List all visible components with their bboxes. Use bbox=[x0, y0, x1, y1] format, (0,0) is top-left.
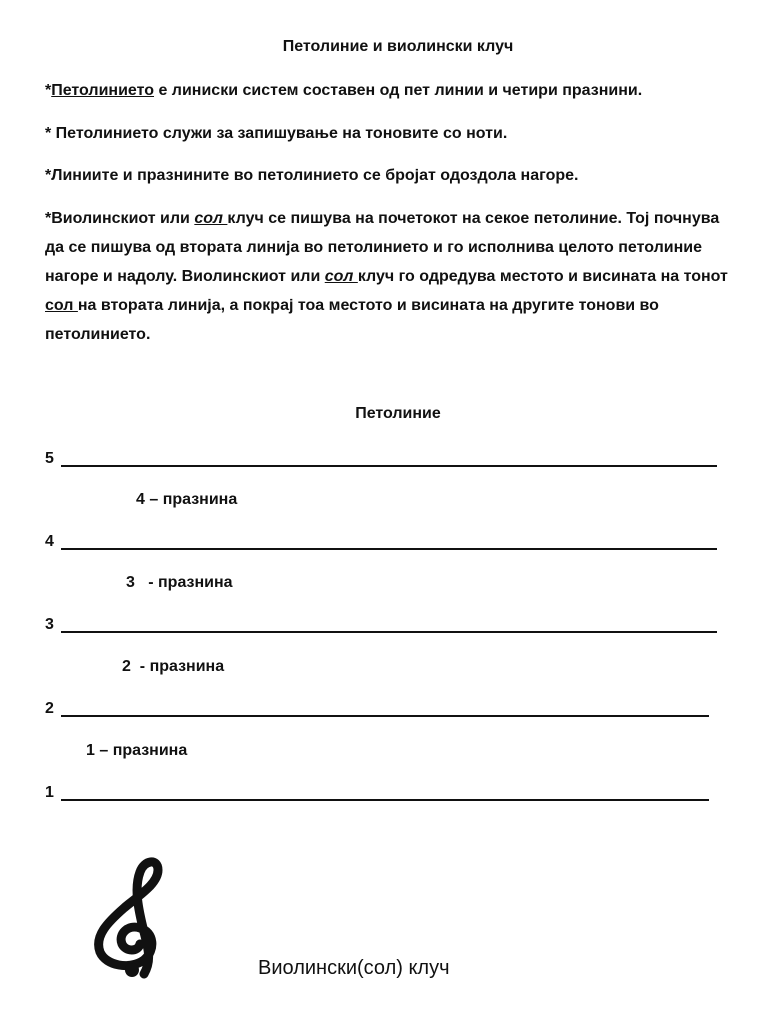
document-title: Петолиние и виолински клуч bbox=[282, 38, 514, 55]
staff-line-rule bbox=[61, 799, 709, 801]
sol-term: сол bbox=[324, 268, 358, 285]
paragraph-staff-definition bbox=[45, 76, 735, 105]
sol-term: сол bbox=[45, 297, 78, 314]
paragraph-text: клуч се пишува на почетокот на секое петолиние. Тој почнува да се пишува од втората линија во петолинието и го исполнива целото петолиние нагоре и надолу. Виолинскиот или bbox=[45, 210, 720, 285]
paragraph-staff-purpose: * Петолинието служи за запишување на тоновите со ноти. bbox=[45, 125, 508, 142]
staff-space-4-label: 4 – празнина bbox=[136, 491, 238, 508]
staff-line-rule bbox=[61, 548, 717, 550]
underlined-term: Петолинието bbox=[51, 82, 155, 99]
clef-caption: Виолински(сол) клуч bbox=[258, 957, 450, 979]
staff-line-rule bbox=[61, 631, 717, 633]
paragraph-prefix: * bbox=[45, 82, 52, 99]
paragraph-text: на втората линија, а покрај тоа местото и висината на другите тонови во петолинието. bbox=[45, 297, 659, 343]
staff-line-number: 4 bbox=[45, 533, 54, 550]
sol-term: сол bbox=[194, 210, 228, 227]
staff-space-1-label: 1 – празнина bbox=[86, 742, 188, 759]
staff-title: Петолиние bbox=[355, 405, 441, 422]
staff-line-number: 1 bbox=[45, 784, 54, 801]
paragraph-text: е линиски систем составен од пет линии и четири празнини. bbox=[154, 82, 643, 99]
paragraph-text: клуч го одредува местото и висината на тонот bbox=[357, 268, 728, 285]
staff-space-3-label: 3 - празнина bbox=[126, 574, 233, 591]
clef-dot bbox=[125, 963, 139, 977]
paragraph-counting: *Линиите и празнините во петолинието се бројат одоздола нагоре. bbox=[45, 167, 579, 184]
staff-line-rule bbox=[61, 715, 709, 717]
staff-space-2-label: 2 - празнина bbox=[122, 658, 225, 675]
staff-line-number: 3 bbox=[45, 616, 54, 633]
paragraph-treble-clef bbox=[45, 204, 735, 349]
staff-line-rule bbox=[61, 465, 717, 467]
staff-line-number: 2 bbox=[45, 700, 54, 717]
treble-clef-icon bbox=[86, 852, 186, 982]
staff-line-number: 5 bbox=[45, 450, 54, 467]
paragraph-text: *Виолинскиот или bbox=[45, 210, 195, 227]
